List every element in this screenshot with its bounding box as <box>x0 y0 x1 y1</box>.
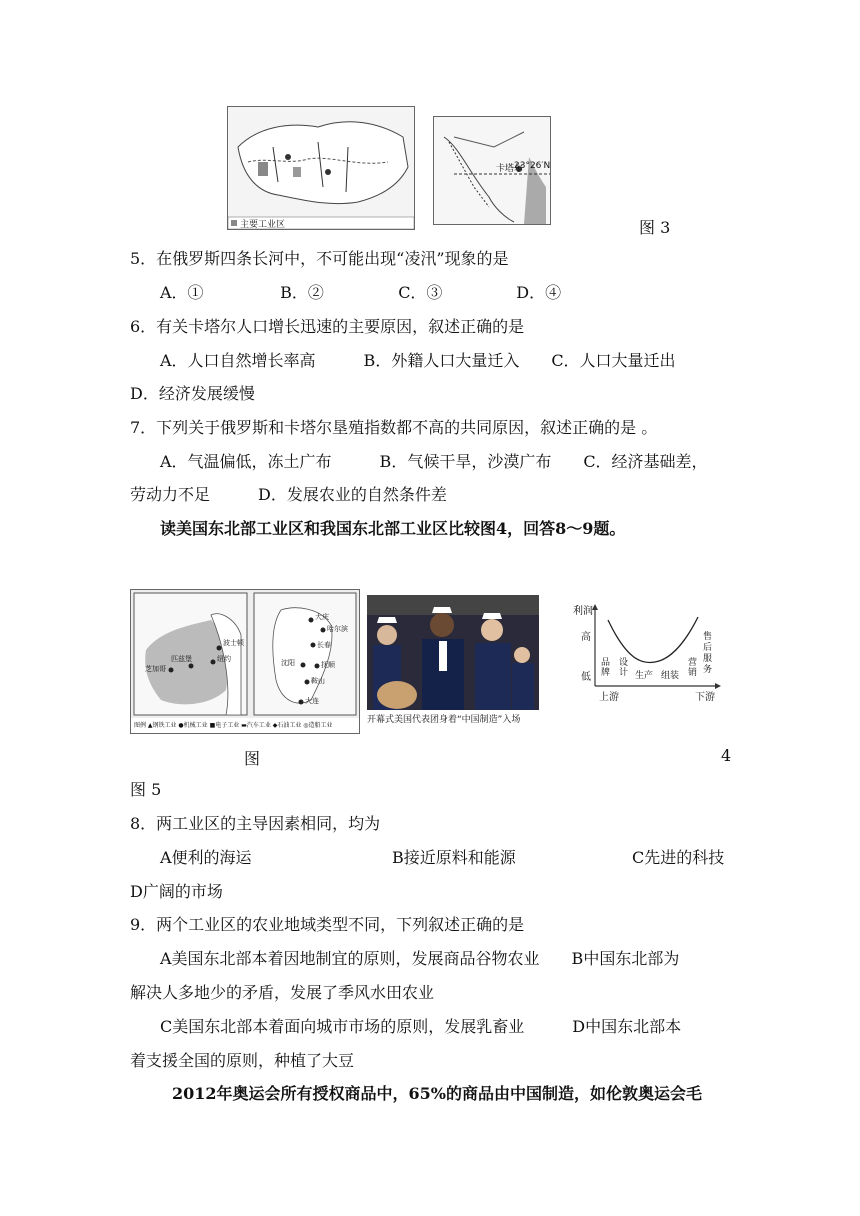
q7-stem: 7．下列关于俄罗斯和卡塔尔垦殖指数都不高的共同原因，叙述正确的是 。 <box>130 418 658 437</box>
fig4-caption-right: 4 <box>721 746 732 765</box>
tropic-label: 23°26′N <box>514 161 551 171</box>
q8-option-d: D广阔的市场 <box>130 882 223 901</box>
industrial-region-maps <box>130 589 360 734</box>
fig3-label: 图 3 <box>639 218 671 237</box>
q7-options-line1: A．气温偏低，冻土广布 B．气候干旱，沙漠广布 C．经济基础差， <box>160 452 708 471</box>
map-legend: 主要工业区 <box>240 220 286 230</box>
q9-line2: 解决人多地少的矛盾，发展了季风水田农业 <box>130 983 435 1002</box>
curve-design: 设计 <box>619 658 629 678</box>
q5-option-a: A．① <box>160 283 204 302</box>
q7-options-line2: 劳动力不足 D．发展农业的自然条件差 <box>130 485 447 504</box>
photo-caption: 开幕式美国代表团身着“中国制造”入场 <box>367 715 521 725</box>
q6-stem: 6．有关卡塔尔人口增长迅速的主要原因，叙述正确的是 <box>130 317 525 336</box>
q5-stem: 5．在俄罗斯四条长河中，不可能出现“凌汛”现象的是 <box>130 249 509 268</box>
city-chicago: 芝加哥 <box>145 665 166 673</box>
q6-options-line1: A．人口自然增长率高 B．外籍人口大量迁入 C．人口大量迁出 <box>160 351 676 370</box>
q5-option-d: D．④ <box>516 283 562 302</box>
instruction-olympics: 2012年奥运会所有授权商品中，65%的商品由中国制造，如伦敦奥运会毛 <box>172 1084 703 1103</box>
curve-downstream: 下游 <box>695 692 715 703</box>
curve-high: 高 <box>581 632 591 643</box>
curve-upstream: 上游 <box>599 692 619 703</box>
curve-aftersales: 售后服务 <box>703 632 713 675</box>
map-legend-industry: 图例 ▲钢铁工业 ●机械工业 ■电子工业 ▬汽车工业 ◆石油工业 ◎造船工业 <box>134 722 333 729</box>
city-newyork: 纽约 <box>217 655 231 663</box>
city-changchun: 长春 <box>317 641 331 649</box>
russia-map <box>227 106 415 230</box>
q9-stem: 9．两个工业区的农业地域类型不同，下列叙述正确的是 <box>130 915 525 934</box>
curve-assembly: 组装 <box>661 671 680 681</box>
q8-option-c: C先进的科技 <box>632 848 725 867</box>
q5-options <box>160 281 561 305</box>
city-daqing: 大庆 <box>315 613 329 621</box>
curve-y-label: 利润 <box>573 606 593 617</box>
city-harbin: 哈尔滨 <box>327 625 348 633</box>
q5-option-b: B．② <box>280 283 324 302</box>
q8-option-b: B接近原料和能源 <box>392 848 516 867</box>
q8-stem: 8．两工业区的主导因素相同，均为 <box>130 814 381 833</box>
q6-options-line2: D．经济发展缓慢 <box>130 384 255 403</box>
city-pittsburgh: 匹兹堡 <box>171 655 192 663</box>
fig5-label: 图 5 <box>130 780 162 799</box>
city-boston: 波士顿 <box>223 639 244 647</box>
q9-line1: A美国东北部本着因地制宜的原则，发展商品谷物农业 B中国东北部为 <box>160 949 680 968</box>
city-dalian: 大连 <box>305 697 319 705</box>
city-fushun: 抚顺 <box>321 661 335 669</box>
q9-line3: C美国东北部本着面向城市市场的原则，发展乳畜业 D中国东北部本 <box>160 1017 682 1036</box>
city-anshan: 鞍山 <box>311 677 325 685</box>
curve-marketing: 营销 <box>688 658 698 678</box>
qatar-map <box>433 116 551 225</box>
q5-option-c: C．③ <box>398 283 443 302</box>
q9-line4: 着支援全国的原则，种植了大豆 <box>130 1051 355 1070</box>
curve-brand: 品牌 <box>601 658 611 678</box>
city-shenyang: 沈阳 <box>281 659 295 667</box>
curve-low: 低 <box>581 672 591 683</box>
qatar-label: 卡塔尔 <box>496 164 524 174</box>
curve-production: 生产 <box>635 671 654 681</box>
q8-option-a: A便利的海运 <box>160 848 252 867</box>
fig4-caption-left: 图 <box>244 749 261 768</box>
olympic-photo <box>367 595 539 726</box>
instruction-fig4: 读美国东北部工业区和我国东北部工业区比较图4，回答8～9题。 <box>160 519 626 538</box>
smile-curve-diagram <box>573 602 723 702</box>
